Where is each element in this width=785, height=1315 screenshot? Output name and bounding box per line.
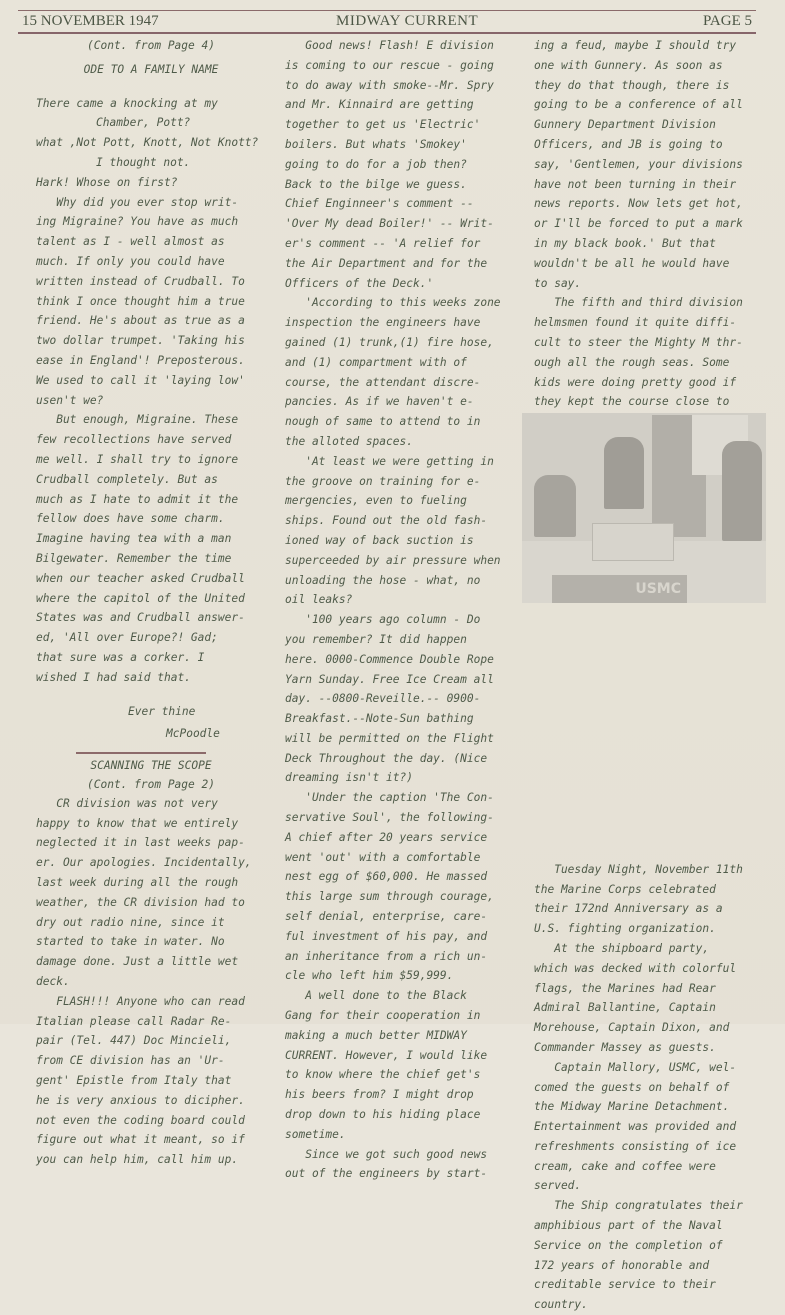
text-line: in my black book.' But that <box>534 236 716 250</box>
text-line: going to be a conference of all <box>534 98 743 112</box>
masthead <box>22 13 752 31</box>
text-line: which was decked with colorful <box>534 961 737 975</box>
text-line: refreshments consisting of ice <box>534 1139 737 1153</box>
text-line: will be permitted on the Flight <box>285 731 494 745</box>
text-line: creditable service to their <box>534 1278 716 1292</box>
text-line: the Marine Corps celebrated <box>534 882 716 896</box>
text-line: course, the attendant discre- <box>285 375 481 389</box>
text-line: this large sum through courage, <box>285 890 494 904</box>
poem-line: I thought not. <box>96 155 191 169</box>
text-line: Gang for their cooperation in <box>285 1009 481 1023</box>
text-line: dreaming isn't it?) <box>285 771 413 785</box>
text-line: Chief Enginneer's comment -- <box>285 197 474 211</box>
paragraph <box>534 860 774 939</box>
text-line: unloading the hose - what, no <box>285 573 481 587</box>
text-line: country. <box>534 1298 588 1312</box>
poem <box>36 94 266 193</box>
text-line: or I'll be forced to put a mark <box>534 217 743 231</box>
text-line: nough of same to attend to in <box>285 415 481 429</box>
text-line: cle who left him $59,999. <box>285 969 454 983</box>
text-line: damage done. Just a little wet <box>36 955 239 969</box>
issue-date: 15 NOVEMBER 1947 <box>22 13 159 29</box>
continued-from-note: (Cont. from Page 2) <box>87 777 215 791</box>
section-divider <box>76 752 206 754</box>
text-line: me well. I shall try to ignore <box>36 452 239 466</box>
text-line: Captain Mallory, USMC, wel- <box>534 1060 737 1074</box>
text-line: superceeded by air pressure when <box>285 553 501 567</box>
text-line: But enough, Migraine. These <box>36 413 239 427</box>
text-line: talent as I - well almost as <box>36 235 225 249</box>
text-line: went 'out' with a comfortable <box>285 850 481 864</box>
text-line: drop down to his hiding place <box>285 1108 481 1122</box>
text-line: an inheritance from a rich un- <box>285 949 488 963</box>
text-line: nest egg of $60,000. He massed <box>285 870 488 884</box>
text-line: Italian please call Radar Re- <box>36 1014 232 1028</box>
text-line: Officers of the Deck.' <box>285 276 434 290</box>
text-line: usen't we? <box>36 393 104 407</box>
text-line: written instead of Crudball. To <box>36 274 245 288</box>
text-line: weather, the CR division had to <box>36 895 245 909</box>
masthead-top-rule <box>18 10 756 11</box>
text-line: servative Soul', the following- <box>285 811 494 825</box>
text-line: think I once thought him a true <box>36 294 245 308</box>
section-title: SCANNING THE SCOPE <box>90 759 212 773</box>
text-line: to do away with smoke--Mr. Spry <box>285 78 494 92</box>
text-line: from CE division has an 'Ur- <box>36 1054 225 1068</box>
closing: Ever thine <box>128 704 196 718</box>
text-line: much. If only you could have <box>36 254 225 268</box>
text-line: figure out what it meant, so if <box>36 1133 245 1147</box>
text-line: comed the guests on behalf of <box>534 1080 730 1094</box>
text-line: you can help him, call him up. <box>36 1153 239 1167</box>
text-line: gent' Epistle from Italy that <box>36 1074 232 1088</box>
text-line: cream, cake and coffee were <box>534 1159 716 1173</box>
text-line: We used to call it 'laying low' <box>36 373 245 387</box>
text-line: friend. He's about as true as a <box>36 314 245 328</box>
poem-title: ODE TO A FAMILY NAME <box>83 62 219 76</box>
text-line: er's comment -- 'A relief for <box>285 236 481 250</box>
marine-anniversary-photo <box>522 413 766 603</box>
text-line: Breakfast.--Note-Sun bathing <box>285 712 474 726</box>
signature: McPoodle <box>166 727 220 741</box>
text-line: they do that though, there is <box>534 78 730 92</box>
text-line: and (1) compartment with of <box>285 355 467 369</box>
text-line: to know where the chief get's <box>285 1068 481 1082</box>
text-line: dry out radio nine, since it <box>36 915 225 929</box>
paragraph <box>285 452 515 610</box>
text-line: happy to know that we entirely <box>36 816 239 830</box>
paragraph <box>285 1145 515 1185</box>
text-line: much as I hate to admit it the <box>36 492 239 506</box>
text-line: boilers. But whats 'Smokey' <box>285 137 467 151</box>
text-line: ed, 'All over Europe?! Gad; <box>36 631 218 645</box>
text-line: Good news! Flash! E division <box>285 39 494 52</box>
poem-line: Chamber, Pott? <box>96 116 191 130</box>
text-line: where the capitol of the United <box>36 591 245 605</box>
text-line: here. 0000-Commence Double Rope <box>285 652 494 666</box>
photo-person <box>534 475 576 537</box>
photo-person <box>722 441 762 541</box>
text-line: 'Over My dead Boiler!' -- Writ- <box>285 217 494 231</box>
text-line: wished I had said that. <box>36 670 191 684</box>
text-line: deck. <box>36 975 70 989</box>
paragraph <box>36 992 266 1170</box>
column-left <box>36 36 266 1170</box>
text-line: flags, the Marines had Rear <box>534 981 716 995</box>
continued-from-note: (Cont. from Page 4) <box>87 39 215 52</box>
text-line: Since we got such good news <box>285 1147 488 1161</box>
poem-line: Hark! Whose on first? <box>36 175 178 189</box>
text-line: together to get us 'Electric' <box>285 118 481 132</box>
text-line: gained (1) trunk,(1) fire hose, <box>285 335 494 349</box>
text-line: FLASH!!! Anyone who can read <box>36 994 245 1008</box>
text-line: '100 years ago column - Do <box>285 613 481 627</box>
text-line: A well done to the Black <box>285 989 467 1003</box>
text-line: wouldn't be all he would have <box>534 256 730 270</box>
poem-line: what ,Not Pott, Knott, Not Knott? <box>36 136 259 150</box>
text-line: Deck Throughout the day. (Nice <box>285 751 488 765</box>
text-line: to say. <box>534 276 582 290</box>
text-line: Imagine having tea with a man <box>36 532 232 546</box>
text-line: Tuesday Night, November 11th <box>534 862 743 876</box>
text-line: last week during all the rough <box>36 876 239 890</box>
text-line: 'According to this weeks zone <box>285 296 501 310</box>
text-line: mergencies, even to fueling <box>285 494 467 508</box>
publication-title: MIDWAY CURRENT <box>336 13 479 29</box>
text-line: Admiral Ballantine, Captain <box>534 1001 716 1015</box>
paragraph <box>285 610 515 788</box>
paragraph <box>36 794 266 992</box>
text-line: 'At least we were getting in <box>285 454 494 468</box>
text-line: the groove on training for e- <box>285 474 481 488</box>
text-line: CURRENT. However, I would like <box>285 1048 488 1062</box>
text-line: pancies. As if we haven't e- <box>285 395 474 409</box>
text-line: Service on the completion of <box>534 1238 723 1252</box>
text-line: kids were doing pretty good if <box>534 375 737 389</box>
photo-cake <box>592 523 674 561</box>
text-line: served. <box>534 1179 582 1193</box>
text-line: Gunnery Department Division <box>534 118 716 132</box>
text-line: they kept the course close to <box>534 395 730 409</box>
paragraph <box>285 788 515 986</box>
text-line: sometime. <box>285 1127 346 1141</box>
paragraph <box>534 293 774 432</box>
text-line: fellow does have some charm. <box>36 512 225 526</box>
text-line: The fifth and third division <box>534 296 743 310</box>
text-line: ing Migraine? You have as much <box>36 215 239 229</box>
text-line: neglected it in last weeks pap- <box>36 836 245 850</box>
text-line: 172 years of honorable and <box>534 1258 710 1272</box>
text-line: you remember? It did happen <box>285 632 467 646</box>
text-line: the Air Department and for the <box>285 256 488 270</box>
text-line: ease in England'! Preposterous. <box>36 353 245 367</box>
masthead-bottom-rule <box>18 32 756 34</box>
paragraph <box>534 1196 774 1315</box>
text-line: The Ship congratulates their <box>534 1199 743 1213</box>
text-line: CR division was not very <box>36 796 218 810</box>
text-line: one with Gunnery. As soon as <box>534 58 723 72</box>
text-line: ful investment of his pay, and <box>285 929 488 943</box>
paragraph <box>36 410 266 687</box>
paragraph <box>285 986 515 1144</box>
text-line: ioned way of back suction is <box>285 533 474 547</box>
text-line: the alloted spaces. <box>285 434 413 448</box>
text-line: ough all the rough seas. Some <box>534 355 730 369</box>
text-line: he is very anxious to dicipher. <box>36 1093 245 1107</box>
text-line: At the shipboard party, <box>534 941 710 955</box>
column-right <box>534 36 774 1315</box>
text-line: oil leaks? <box>285 593 353 607</box>
paragraph <box>534 1058 774 1197</box>
text-line: Crudball completely. But as <box>36 472 218 486</box>
text-line: say, 'Gentlemen, your divisions <box>534 157 743 171</box>
text-line: day. --0800-Reveille.-- 0900- <box>285 692 481 706</box>
text-line: when our teacher asked Crudball <box>36 571 245 585</box>
text-line: started to take in water. No <box>36 935 225 949</box>
text-line: cult to steer the Mighty M thr- <box>534 335 743 349</box>
text-line: two dollar trumpet. 'Taking his <box>36 334 245 348</box>
text-line: is coming to our rescue - going <box>285 58 494 72</box>
text-line: Why did you ever stop writ- <box>36 195 239 209</box>
column-middle <box>285 36 515 1184</box>
text-line: out of the engineers by start- <box>285 1167 488 1181</box>
text-line: Bilgewater. Remember the time <box>36 551 232 565</box>
text-line: pair (Tel. 447) Doc Mincieli, <box>36 1034 232 1048</box>
text-line: Morehouse, Captain Dixon, and <box>534 1021 730 1035</box>
text-line: going to do for a job then? <box>285 157 467 171</box>
text-line: 'Under the caption 'The Con- <box>285 791 494 805</box>
text-line: Officers, and JB is going to <box>534 137 723 151</box>
text-line: their 172nd Anniversary as a <box>534 902 723 916</box>
photo-banner: USMC <box>552 575 687 603</box>
text-line: ships. Found out the old fash- <box>285 514 488 528</box>
text-line: the Midway Marine Detachment. <box>534 1100 730 1114</box>
paragraph <box>36 193 266 411</box>
paragraph <box>534 36 774 293</box>
poem-line: There came a knocking at my <box>36 96 218 110</box>
page-number: PAGE 5 <box>702 13 752 29</box>
text-line: Yarn Sunday. Free Ice Cream all <box>285 672 494 686</box>
text-line: his beers from? I might drop <box>285 1088 474 1102</box>
text-line: that sure was a corker. I <box>36 650 205 664</box>
text-line: news reports. Now lets get hot, <box>534 197 743 211</box>
text-line: amphibious part of the Naval <box>534 1219 723 1233</box>
text-line: have not been turning in their <box>534 177 737 191</box>
text-line: helmsmen found it quite diffi- <box>534 316 737 330</box>
text-line: inspection the engineers have <box>285 316 481 330</box>
text-line: Back to the bilge we guess. <box>285 177 467 191</box>
text-line: Commander Massey as guests. <box>534 1040 716 1054</box>
text-line: States was and Crudball answer- <box>36 611 245 625</box>
photo-person <box>604 437 644 509</box>
paragraph <box>285 36 515 293</box>
text-line: and Mr. Kinnaird are getting <box>285 98 474 112</box>
paragraph <box>534 939 774 1058</box>
paragraph <box>285 293 515 451</box>
text-line: not even the coding board could <box>36 1113 245 1127</box>
text-line: Entertainment was provided and <box>534 1120 737 1134</box>
text-line: U.S. fighting organization. <box>534 922 716 936</box>
text-line: A chief after 20 years service <box>285 830 488 844</box>
text-line: making a much better MIDWAY <box>285 1028 467 1042</box>
text-line: ing a feud, maybe I should try <box>534 39 737 52</box>
text-line: self denial, enterprise, care- <box>285 910 488 924</box>
text-line: er. Our apologies. Incidentally, <box>36 856 252 870</box>
text-line: few recollections have served <box>36 433 232 447</box>
